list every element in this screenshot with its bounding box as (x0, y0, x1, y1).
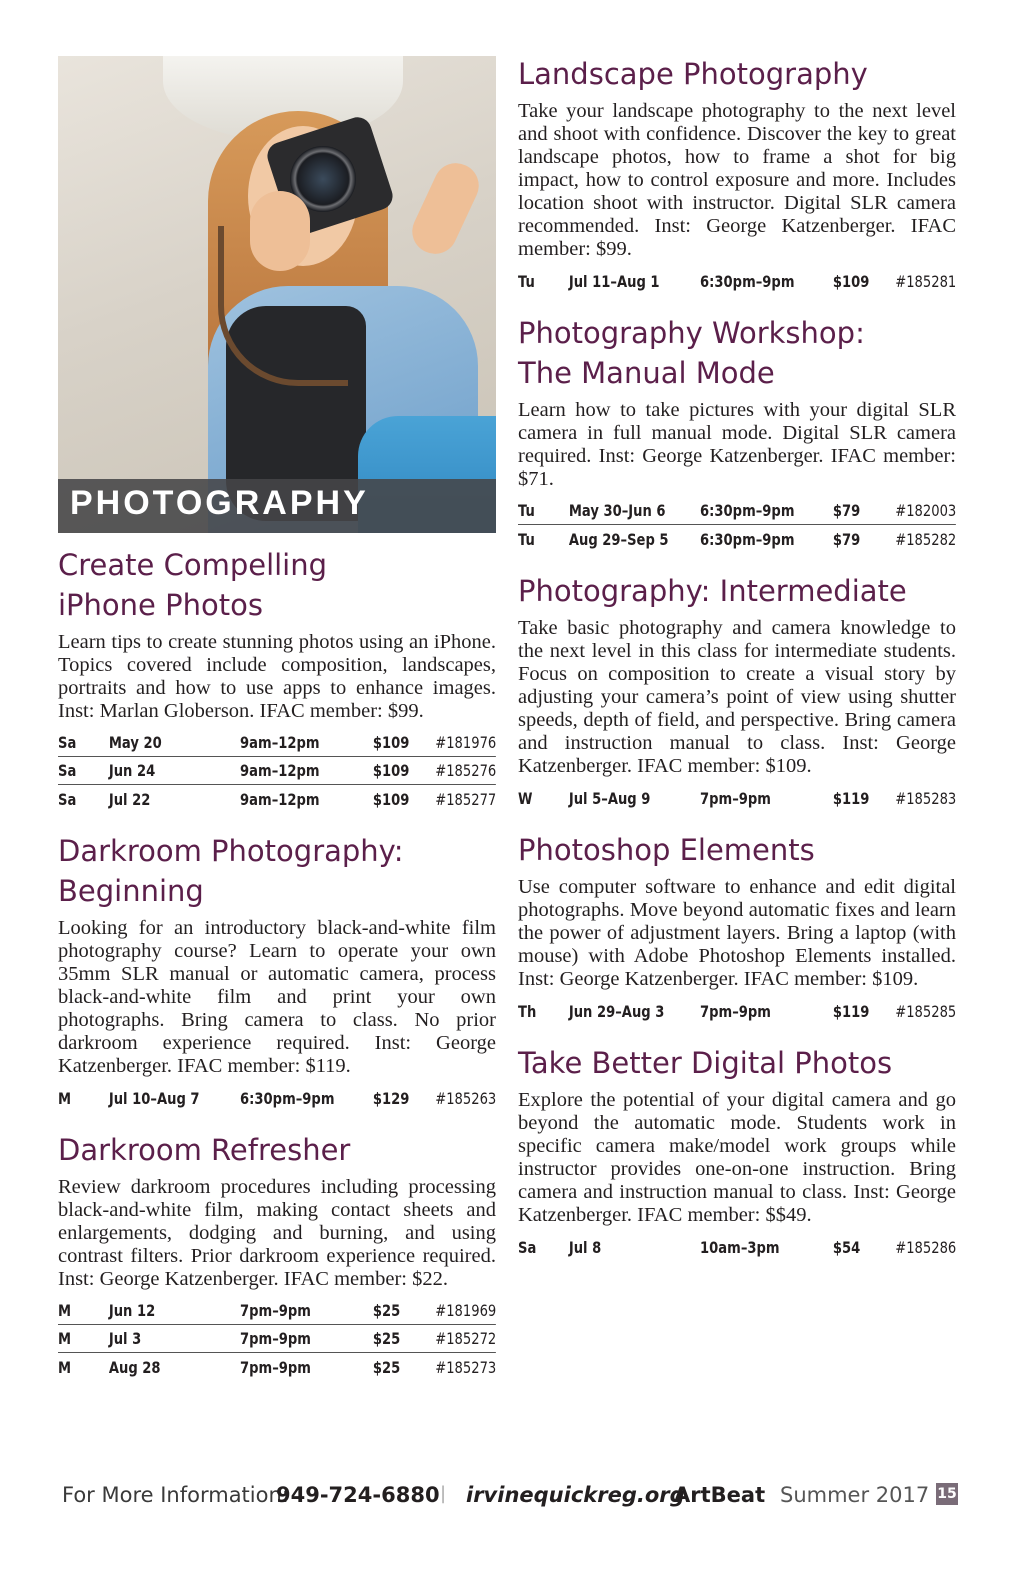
schedule-row (58, 757, 496, 785)
course-schedule-table (518, 997, 956, 1025)
schedule-time: 7pm–9pm (240, 1357, 311, 1377)
schedule-row (58, 785, 496, 813)
schedule-day: Sa (518, 1237, 537, 1257)
schedule-dates: Jul 22 (108, 789, 151, 809)
schedule-price: $109 (372, 761, 410, 780)
schedule-dates: Jul 5–Aug 9 (568, 788, 651, 808)
schedule-time: 7pm–9pm (700, 1001, 771, 1021)
course-description: Learn tips to create stunning photos using an iPhone. Topics covered include composition, landscapes, portraits and how to use apps to enhance images. Inst: Marlan Globerson. IFAC member: $99. (58, 631, 496, 722)
course-title (518, 313, 956, 393)
schedule-time: 10am–3pm (700, 1237, 780, 1257)
hand-shape (405, 156, 486, 261)
schedule-course-code: #182003 (895, 501, 957, 520)
course-description: Explore the potential of your digital camera and go beyond the automatic mode. Students work in specific camera make/model work groups while instructor provides one-on-one instruction. Bring camera and instruction manual to class. Inst: George Katzenberger. IFAC member: $$49. (518, 1089, 956, 1226)
course-title-line: Darkroom Photography: (58, 834, 404, 868)
schedule-course-code: #181976 (435, 733, 497, 752)
schedule-dates: Aug 29–Sep 5 (568, 529, 669, 549)
course-schedule-table (518, 497, 956, 553)
course-schedule-table (58, 1084, 496, 1112)
course-schedule-table (518, 267, 956, 295)
course-description: Looking for an introductory black-and-white film photography course? Learn to operate your own 35mm SLR manual or automatic camera, process black-and-white film and print your own photographs. Bring camera to class. No prior darkroom experience required. Inst: George Katzenberger. IFAC member: $119. (58, 917, 496, 1077)
course-title-line: Photography Workshop: (518, 316, 865, 350)
course-title (518, 54, 956, 94)
schedule-dates: Jun 29–Aug 3 (568, 1001, 665, 1021)
left-course-list (58, 545, 496, 1381)
schedule-dates: Aug 28 (108, 1357, 161, 1377)
course-description: Take basic photography and camera knowledge to the next level in this class for intermediate students. Focus on composition to create a visual story by adjusting your camera’s point of view using shutter speeds, depth of field, and perspective. Bring camera and instruction manual to class. Inst: George Katzenberger. IFAC member: $109. (518, 617, 956, 777)
course-title-line: Beginning (58, 874, 204, 908)
schedule-dates: Jul 3 (108, 1329, 142, 1348)
schedule-time: 6:30pm–9pm (700, 271, 795, 291)
schedule-course-code: #185263 (435, 1088, 497, 1108)
schedule-course-code: #185272 (435, 1329, 497, 1348)
course-description: Learn how to take pictures with your digital SLR camera in full manual mode. Digital SLR camera required. Inst: George Katzenberger. IFAC member: $71. (518, 399, 956, 490)
schedule-row (518, 1233, 956, 1261)
course-title (58, 545, 496, 625)
schedule-course-code: #181969 (435, 1301, 497, 1320)
schedule-row (58, 729, 496, 757)
schedule-time: 6:30pm–9pm (700, 501, 795, 520)
footer-separator: | (440, 1483, 447, 1504)
schedule-course-code: #185282 (895, 529, 957, 549)
course-block (518, 54, 956, 295)
course-block (58, 831, 496, 1112)
schedule-time: 9am–12pm (240, 789, 320, 809)
schedule-day: Tu (518, 271, 535, 291)
schedule-day: Sa (58, 789, 77, 809)
schedule-course-code: #185273 (435, 1357, 497, 1377)
schedule-day: Tu (518, 529, 535, 549)
schedule-row (518, 525, 956, 553)
schedule-day: M (58, 1329, 72, 1348)
footer-phone[interactable]: 949-724-6880 (276, 1483, 440, 1507)
right-column (518, 56, 956, 1261)
schedule-time: 9am–12pm (240, 733, 320, 752)
course-title (518, 830, 956, 870)
course-schedule-table (518, 784, 956, 812)
schedule-course-code: #185285 (895, 1001, 957, 1021)
course-title-line: iPhone Photos (58, 588, 263, 622)
footer-season: Summer 2017 (780, 1483, 930, 1507)
course-description: Use computer software to enhance and edit digital photographs. Move beyond automatic fixes and learn the power of adjustment layers. Bring a laptop (with mouse) with Adobe Photoshop Elements installed. Inst: George Katzenberger. IFAC member: $109. (518, 876, 956, 990)
schedule-dates: Jul 8 (568, 1237, 602, 1257)
schedule-row (518, 784, 956, 812)
schedule-course-code: #185281 (895, 271, 957, 291)
course-title (518, 1043, 956, 1083)
course-description: Take your landscape photography to the next level and shoot with confidence. Discover the key to great landscape photos, how to frame a shot for big impact, how to control exposure and more. Includes location shoot with instructor. Digital SLR camera recommended. Inst: George Katzenberger. IFAC member: $99. (518, 100, 956, 260)
course-title (58, 831, 496, 911)
course-title (58, 1130, 496, 1170)
schedule-price: $129 (372, 1088, 410, 1108)
schedule-price: $25 (372, 1357, 401, 1377)
course-title-line: Photoshop Elements (518, 833, 815, 867)
schedule-day: Tu (518, 501, 535, 520)
photography-hero-image (58, 56, 496, 533)
footer-info-label: For More Information: (62, 1483, 289, 1507)
schedule-day: Sa (58, 733, 77, 752)
footer-brand: ArtBeat (674, 1483, 766, 1507)
section-banner-title: PHOTOGRAPHY (70, 484, 369, 522)
course-block (518, 571, 956, 812)
right-course-list (518, 54, 956, 1261)
schedule-price: $25 (372, 1329, 401, 1348)
schedule-day: Th (518, 1001, 537, 1021)
course-title (518, 571, 956, 611)
schedule-course-code: #185283 (895, 788, 957, 808)
schedule-row (518, 267, 956, 295)
schedule-price: $119 (832, 1001, 870, 1021)
course-title-line: The Manual Mode (518, 356, 775, 390)
schedule-dates: Jul 10–Aug 7 (108, 1088, 200, 1108)
course-block (518, 830, 956, 1025)
course-block (58, 545, 496, 813)
course-title-line: Create Compelling (58, 548, 328, 582)
schedule-time: 7pm–9pm (700, 788, 771, 808)
page-footer (62, 1483, 962, 1515)
schedule-price: $25 (372, 1301, 401, 1320)
schedule-row (58, 1297, 496, 1325)
schedule-row (518, 497, 956, 525)
schedule-price: $109 (372, 733, 410, 752)
schedule-time: 9am–12pm (240, 761, 320, 780)
course-schedule-table (518, 1233, 956, 1261)
schedule-row (518, 997, 956, 1025)
schedule-row (58, 1325, 496, 1353)
course-title-line: Landscape Photography (518, 57, 868, 91)
schedule-price: $54 (832, 1237, 861, 1257)
section-banner (58, 479, 496, 533)
schedule-course-code: #185276 (435, 761, 497, 780)
schedule-day: M (58, 1301, 72, 1320)
schedule-price: $109 (372, 789, 410, 809)
course-schedule-table (58, 1297, 496, 1381)
page-number-badge: 15 (936, 1483, 958, 1505)
schedule-dates: Jul 11–Aug 1 (568, 271, 660, 291)
schedule-day: M (58, 1088, 72, 1108)
course-schedule-table (58, 729, 496, 813)
schedule-dates: May 20 (108, 733, 162, 752)
course-block (518, 1043, 956, 1261)
schedule-day: M (58, 1357, 72, 1377)
schedule-row (58, 1353, 496, 1381)
schedule-course-code: #185277 (435, 789, 497, 809)
schedule-day: Sa (58, 761, 77, 780)
schedule-price: $79 (832, 501, 861, 520)
schedule-price: $119 (832, 788, 870, 808)
course-title-line: Photography: Intermediate (518, 574, 907, 608)
schedule-dates: Jun 24 (108, 761, 156, 780)
course-description: Review darkroom procedures including processing black-and-white film, making contact sheets and enlargements, dodging and burning, and using contrast filters. Prior darkroom experience required. Inst: George Katzenberger. IFAC member: $22. (58, 1176, 496, 1290)
schedule-dates: Jun 12 (108, 1301, 156, 1320)
schedule-time: 6:30pm–9pm (240, 1088, 335, 1108)
schedule-price: $79 (832, 529, 861, 549)
schedule-dates: May 30–Jun 6 (568, 501, 666, 520)
course-title-line: Take Better Digital Photos (518, 1046, 893, 1080)
course-block (58, 1130, 496, 1381)
schedule-time: 6:30pm–9pm (700, 529, 795, 549)
schedule-time: 7pm–9pm (240, 1301, 311, 1320)
schedule-time: 7pm–9pm (240, 1329, 311, 1348)
footer-website-link[interactable]: irvinequickreg.org (466, 1483, 685, 1507)
schedule-row (58, 1084, 496, 1112)
course-block (518, 313, 956, 553)
left-column (58, 56, 496, 1381)
hand-shape (250, 191, 310, 271)
schedule-price: $109 (832, 271, 870, 291)
course-title-line: Darkroom Refresher (58, 1133, 351, 1167)
schedule-course-code: #185286 (895, 1237, 957, 1257)
schedule-day: W (518, 788, 533, 808)
